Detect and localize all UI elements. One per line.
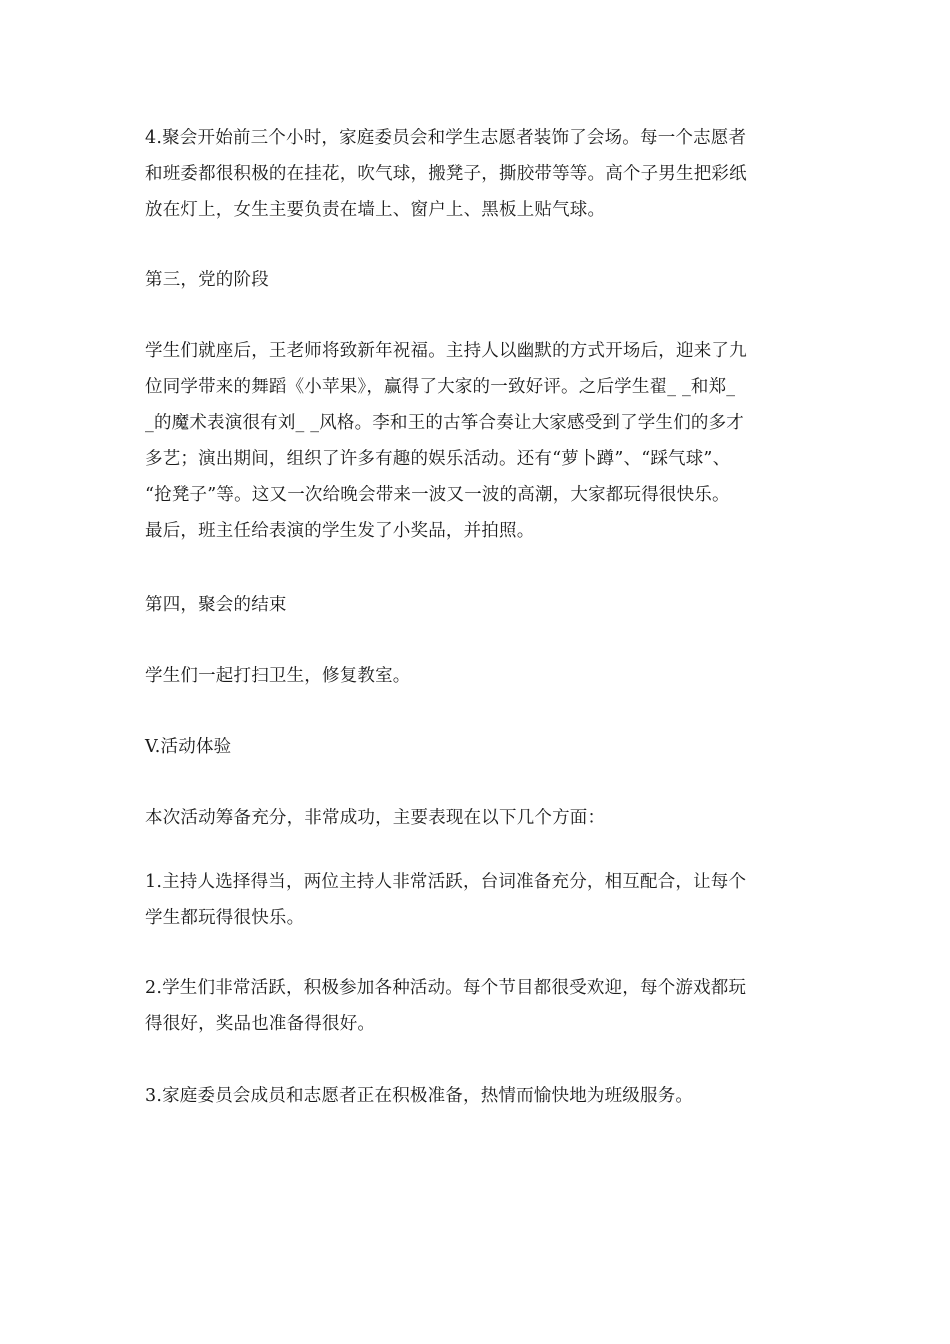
list-item-2 [145, 970, 746, 1042]
text-line: 学生都玩得很快乐。 [145, 908, 305, 928]
text-line: 学生们一起打扫卫生，修复教室。 [145, 666, 411, 686]
text-line: 学生们就座后，王老师将致新年祝福。主持人以幽默的方式开场后，迎来了九 [145, 341, 747, 361]
paragraph-cleanup [145, 658, 411, 694]
text-line: 本次活动筹备充分，非常成功，主要表现在以下几个方面： [145, 808, 606, 828]
text-line: 第四，聚会的结束 [145, 595, 287, 615]
paragraph-summary-intro [145, 800, 605, 836]
heading-party-end [145, 587, 287, 623]
text-line: 多艺；演出期间，组织了许多有趣的娱乐活动。还有“萝卜蹲”、“踩气球”、 [145, 449, 731, 469]
text-line: 最后，班主任给表演的学生发了小奖品，并拍照。 [145, 521, 535, 541]
text-line: _的魔术表演很有刘_ _风格。李和王的古筝合奏让大家感受到了学生们的多才 [145, 413, 745, 433]
text-line: “抢凳子”等。这又一次给晚会带来一波又一波的高潮，大家都玩得很快乐。 [145, 485, 730, 505]
text-line: 位同学带来的舞蹈《小苹果》，赢得了大家的一致好评。之后学生翟_ _和郑_ [145, 377, 736, 397]
heading-party-stage [145, 262, 269, 298]
text-line: 2.学生们非常活跃，积极参加各种活动。每个节目都很受欢迎，每个游戏都玩 [145, 978, 747, 998]
text-line: 1.主持人选择得当，两位主持人非常活跃，台词准备充分，相互配合，让每个 [145, 872, 747, 892]
text-line: 4.聚会开始前三个小时，家庭委员会和学生志愿者装饰了会场。每一个志愿者 [145, 128, 747, 148]
list-item-1 [145, 864, 746, 936]
text-line: 第三，党的阶段 [145, 270, 269, 290]
text-line: V.活动体验 [145, 737, 232, 757]
text-line: 和班委都很积极的在挂花，吹气球，搬凳子，撕胶带等等。高个子男生把彩纸 [145, 164, 747, 184]
text-line: 放在灯上，女生主要负责在墙上、窗户上、黑板上贴气球。 [145, 200, 606, 220]
list-item-3 [145, 1078, 693, 1114]
paragraph-decoration [145, 120, 747, 228]
heading-activity-experience [145, 729, 231, 765]
paragraph-performances [145, 333, 747, 549]
text-line: 得很好，奖品也准备得很好。 [145, 1014, 376, 1034]
text-line: 3.家庭委员会成员和志愿者正在积极准备，热情而愉快地为班级服务。 [145, 1086, 694, 1106]
